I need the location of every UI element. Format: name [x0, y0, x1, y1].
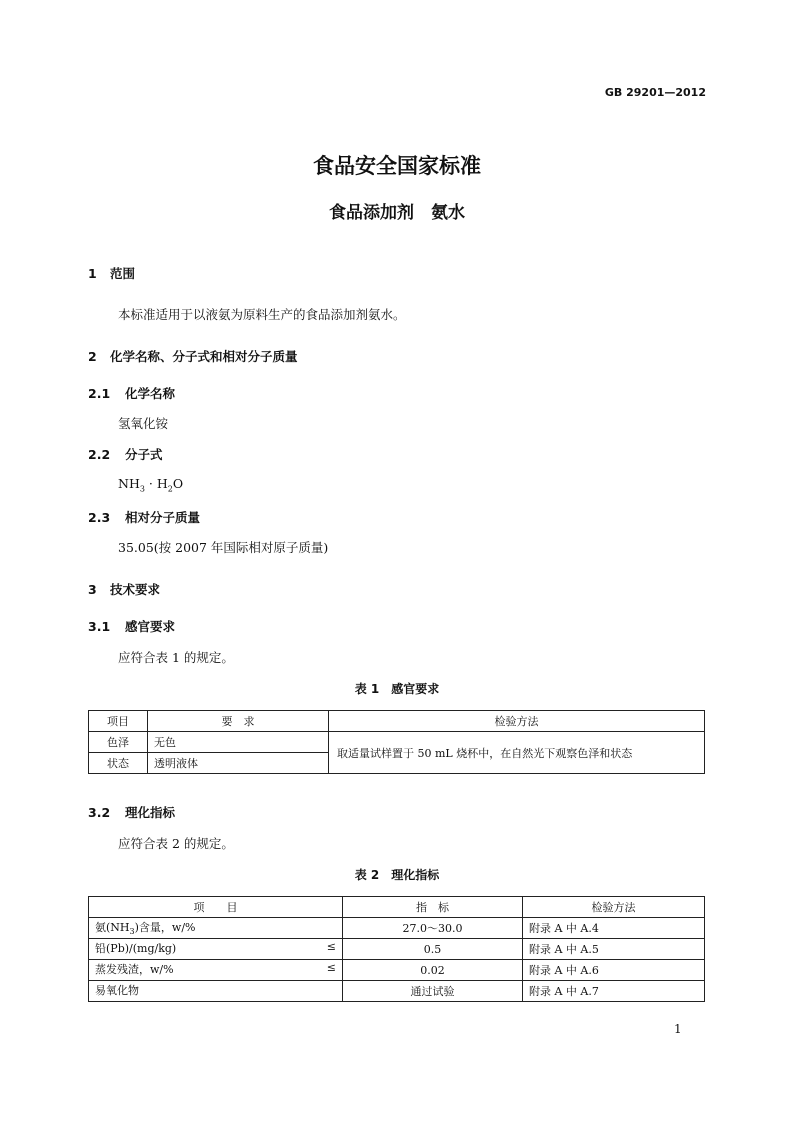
item-cell: 状态 [89, 753, 148, 774]
method-cell: 取适量试样置于 50 mL 烧杯中，在自然光下观察色泽和状态 [329, 732, 705, 774]
section-title: 范围 [110, 266, 136, 281]
section-title: 分子式 [125, 447, 163, 462]
section-number: 2.2 [88, 447, 111, 462]
section-title: 化学名称 [125, 386, 176, 401]
comparison-operator: ≤ [326, 961, 336, 975]
requirement-cell: 透明液体 [148, 753, 329, 774]
table-2-caption: 表 2 理化指标 [354, 868, 440, 882]
header-cell: 检验方法 [329, 711, 705, 732]
header-cell: 指 标 [343, 897, 523, 918]
section-number: 2.3 [88, 510, 111, 525]
header-cell: 项 目 [89, 897, 343, 918]
header-cell: 要 求 [148, 711, 329, 732]
header-cell: 项目 [89, 711, 148, 732]
item-cell: 铅(Pb)/(mg/kg) ≤ [89, 939, 343, 960]
section-3-2-text: 应符合表 2 的规定。 [118, 836, 234, 851]
section-3-heading [88, 580, 160, 598]
document-subtitle: 食品添加剂 氨水 [329, 203, 465, 223]
table-row [89, 732, 705, 753]
comparison-operator: ≤ [326, 940, 336, 954]
value-cell: 通过试验 [343, 981, 523, 1002]
section-2-1-heading [88, 384, 175, 402]
page-number: 1 [674, 1022, 682, 1036]
section-number: 2 [88, 349, 97, 364]
section-1-heading [88, 264, 135, 282]
sensory-requirements-table [88, 710, 705, 774]
value-cell: 27.0～30.0 [343, 918, 523, 939]
value-cell: 0.5 [343, 939, 523, 960]
section-number: 3.1 [88, 619, 111, 634]
item-cell: 蒸发残渣，w/% ≤ [89, 960, 343, 981]
method-cell: 附录 A 中 A.7 [523, 981, 705, 1002]
section-title: 技术要求 [110, 582, 161, 597]
table-row [89, 918, 705, 939]
requirement-cell: 无色 [148, 732, 329, 753]
section-number: 3.2 [88, 805, 111, 820]
section-title: 感官要求 [125, 619, 176, 634]
section-2-2-heading [88, 445, 163, 463]
method-cell: 附录 A 中 A.6 [523, 960, 705, 981]
section-3-1-heading [88, 617, 175, 635]
section-number: 1 [88, 266, 97, 281]
item-cell: 氨$(NH_3)$含量，w/% [89, 918, 343, 939]
standard-code: GB 29201—2012 [604, 86, 706, 99]
physicochemical-indicators-table [88, 896, 705, 1002]
method-cell: 附录 A 中 A.4 [523, 918, 705, 939]
item-cell: 易氧化物 [89, 981, 343, 1002]
section-3-2-heading [88, 803, 175, 821]
table-1-caption: 表 1 感官要求 [354, 682, 440, 696]
section-title: 化学名称、分子式和相对分子质量 [110, 349, 298, 364]
section-title: 相对分子质量 [125, 510, 201, 525]
table-header-row [89, 897, 705, 918]
table-header-row [89, 711, 705, 732]
section-1-text: 本标准适用于以液氨为原料生产的食品添加剂氨水。 [118, 307, 406, 322]
document-title: 食品安全国家标准 [313, 154, 481, 178]
table-row [89, 939, 705, 960]
header-cell: 检验方法 [523, 897, 705, 918]
section-number: 3 [88, 582, 97, 597]
section-2-heading [88, 347, 298, 365]
section-2-1-text: 氢氧化铵 [118, 416, 169, 431]
molecular-formula: $NH_3 \cdot H_2O$ [118, 476, 184, 494]
section-title: 理化指标 [125, 805, 176, 820]
section-2-3-text: 35.05(按 2007 年国际相对原子质量) [118, 540, 329, 555]
section-number: 2.1 [88, 386, 111, 401]
section-2-3-heading [88, 508, 200, 526]
method-cell: 附录 A 中 A.5 [523, 939, 705, 960]
item-cell: 色泽 [89, 732, 148, 753]
value-cell: 0.02 [343, 960, 523, 981]
table-row [89, 960, 705, 981]
section-3-1-text: 应符合表 1 的规定。 [118, 650, 234, 665]
table-row [89, 981, 705, 1002]
